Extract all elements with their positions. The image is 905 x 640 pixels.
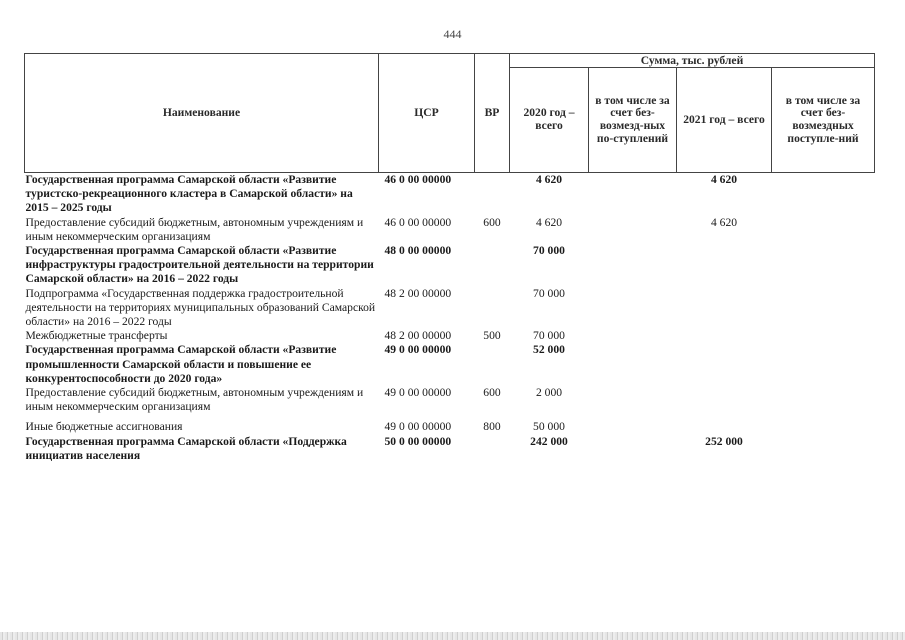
row-2020-free [589,244,677,287]
header-2020-free: в том числе за счет без-возмезд-ных по-ступлений [589,68,677,173]
row-2020-free [589,329,677,343]
budget-table [24,53,875,463]
header-2020-total: 2020 год – всего [510,68,589,173]
row-2020-total: 4 620 [535,215,563,229]
header-name: Наименование [25,54,379,173]
row-csr: 48 0 00 00000 [384,244,452,258]
row-vr: 600 [483,215,501,229]
row-name: Государственная программа Самарской области «Развитие промышленности Самарской области и повышение ее конкурентоспособности до 2020 года» [25,343,337,385]
row-2021-free [772,244,875,287]
header-2021-total: 2021 год – всего [677,68,772,173]
row-vr [475,173,510,216]
table-row [25,329,875,343]
row-csr: 46 0 00 00000 [384,215,452,229]
row-name: Иные бюджетные ассигнования [25,420,183,434]
row-2020-free [589,386,677,420]
row-csr: 49 0 00 00000 [384,386,452,400]
row-vr [475,287,510,330]
row-2021-total [677,420,772,434]
row-2021-total [677,287,772,330]
row-2021-total [677,329,772,343]
header-vr: ВР [475,54,510,173]
header-sum: Сумма, тыс. рублей [510,54,875,68]
row-2021-free [772,216,875,244]
row-2020-total: 70 000 [533,244,565,258]
row-2020-free [589,173,677,216]
row-name: Межбюджетные трансферты [25,329,168,343]
table-row [25,216,875,244]
row-name: Государственная программа Самарской области «Поддержка инициатив населения [25,434,347,462]
row-name: Предоставление субсидий бюджетным, автономным учреждениям и иным некоммерческим организациям [25,215,364,243]
row-name: Подпрограмма «Государственная поддержка градостроительной деятельности на территориях муниципальных образований Самарской области» на 2016 – 2022 годы [25,286,376,329]
header-csr: ЦСР [379,54,475,173]
row-2021-total [677,244,772,287]
table-row [25,420,875,434]
scan-edge [0,632,905,640]
row-vr: 600 [483,386,501,400]
row-vr: 800 [483,420,501,434]
table-header [25,54,875,173]
table-row [25,287,875,330]
table-row [25,244,875,287]
row-vr [475,244,510,287]
table-row [25,435,875,463]
row-2020-free [589,287,677,330]
row-2021-total [677,386,772,420]
row-csr: 46 0 00 00000 [384,173,452,186]
row-2021-free [772,343,875,386]
table-row [25,173,875,216]
row-vr [475,435,510,463]
row-name: Государственная программа Самарской области «Развитие инфраструктуры градостроительной деятельности на территории Самарской области» на 2016 – 2022 годы [25,244,374,286]
row-2020-total: 50 000 [533,420,565,434]
table-row [25,343,875,386]
row-2020-free [589,435,677,463]
header-2021-free: в том числе за счет без-возмездных поступле-ний [772,68,875,173]
row-2021-total: 4 620 [710,173,738,186]
row-2020-total: 70 000 [533,286,565,300]
row-2020-total: 2 000 [535,386,563,400]
row-vr: 500 [483,329,501,343]
row-2020-free [589,343,677,386]
row-name: Предоставление субсидий бюджетным, автономным учреждениям и иным некоммерческим организациям [25,386,364,414]
row-2020-total: 70 000 [533,329,565,343]
row-2020-free [589,216,677,244]
row-2020-free [589,420,677,434]
row-2021-total: 4 620 [710,215,738,229]
row-csr: 49 0 00 00000 [384,343,452,357]
row-name: Государственная программа Самарской области «Развитие туристско-рекреационного кластера в Самарской области» на 2015 – 2025 годы [25,173,353,215]
row-csr: 49 0 00 00000 [384,420,452,434]
row-2021-free [772,329,875,343]
row-csr: 48 2 00 00000 [384,286,452,300]
table-row [25,386,875,420]
row-2021-total: 252 000 [705,434,743,448]
row-2021-free [772,287,875,330]
row-vr [475,343,510,386]
row-2021-free [772,420,875,434]
row-2021-free [772,435,875,463]
row-2020-total: 242 000 [530,434,568,448]
row-2021-free [772,173,875,216]
row-2020-total: 4 620 [535,173,563,186]
row-2021-free [772,386,875,420]
row-csr: 48 2 00 00000 [384,329,452,343]
row-2020-total: 52 000 [533,343,565,357]
row-csr: 50 0 00 00000 [384,434,452,448]
row-2021-total [677,343,772,386]
page-number: 444 [443,27,462,41]
